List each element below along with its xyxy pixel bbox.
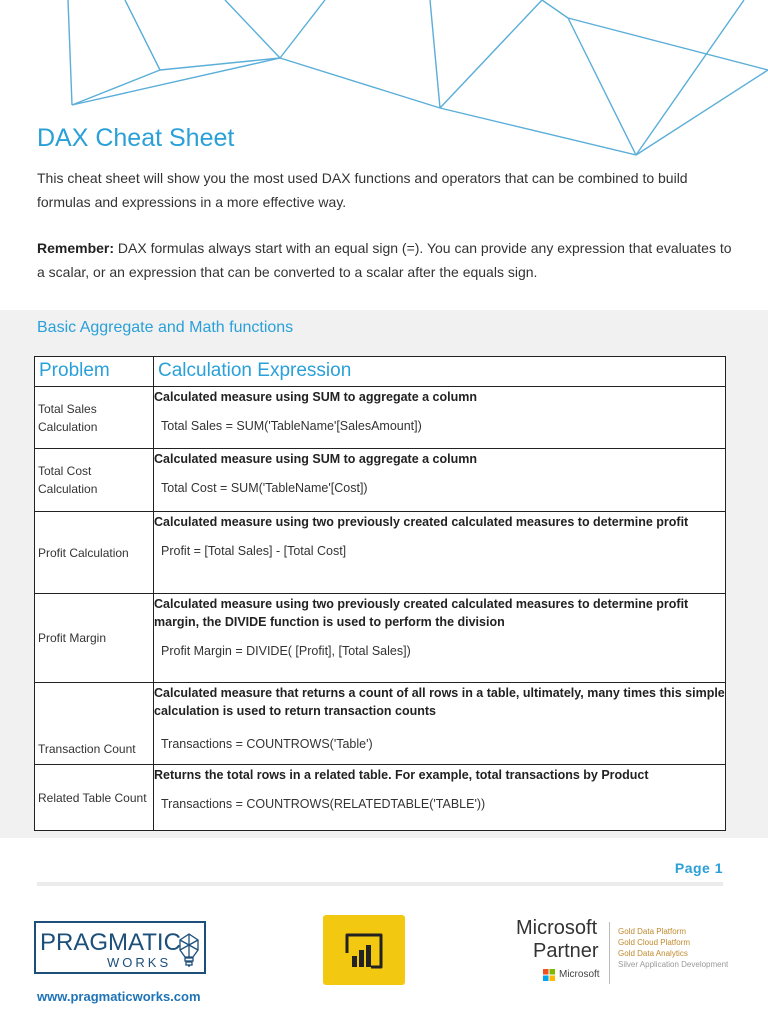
problem-cell: Total Cost Calculation	[35, 449, 154, 512]
remember-text: DAX formulas always start with an equal sign (=). You can provide any expression that evaluates to a scalar, or an expression that can be converted to a scalar after the equals sign.	[37, 240, 732, 280]
table-row	[35, 449, 726, 512]
competency-item: Gold Cloud Platform	[618, 938, 691, 947]
table-row	[35, 765, 726, 831]
page-number: Page 1	[674, 860, 723, 876]
calculation-cell	[154, 512, 726, 594]
problem-cell: Related Table Count	[35, 765, 154, 831]
description-text: Calculated measure using SUM to aggregate a column	[154, 390, 477, 404]
power-bi-icon	[343, 929, 385, 971]
power-bi-logo	[323, 915, 405, 985]
remember-label: Remember:	[37, 240, 115, 256]
calculation-cell	[154, 594, 726, 683]
partner-divider	[609, 922, 610, 984]
section-heading: Basic Aggregate and Math functions	[37, 319, 294, 336]
footer-divider	[37, 882, 723, 886]
ms-partner-line1: Microsoft	[516, 917, 598, 939]
expression-text: Profit = [Total Sales] - [Total Cost]	[161, 544, 347, 558]
microsoft-windows-icon	[543, 969, 555, 981]
competency-item: Gold Data Analytics	[618, 949, 688, 958]
expression-text: Profit Margin = DIVIDE( [Profit], [Total Sales])	[161, 644, 411, 658]
description-text: Calculated measure using two previously created calculated measures to determine profit margin, the DIVIDE function is used to perform the division	[154, 597, 689, 629]
description-text: Calculated measure that returns a count of all rows in a table, ultimately, many times this simple calculation is used to return transaction counts	[154, 686, 725, 718]
table-row	[35, 594, 726, 683]
expression-text: Total Sales = SUM('TableName'[SalesAmount])	[161, 419, 422, 433]
competency-list	[618, 926, 728, 970]
calculation-cell	[154, 765, 726, 831]
calculation-cell	[154, 387, 726, 449]
logo-brand-name: PRAGMATIC	[40, 929, 181, 956]
problem-cell: Profit Calculation	[35, 512, 154, 594]
expression-text: Transactions = COUNTROWS(RELATEDTABLE('TABLE'))	[161, 797, 486, 811]
functions-table	[34, 356, 726, 831]
ms-small-wordmark: Microsoft	[559, 969, 600, 980]
table-row	[35, 512, 726, 594]
calculation-cell	[154, 449, 726, 512]
problem-cell: Transaction Count	[35, 683, 154, 765]
competency-item: Silver Application Development	[618, 960, 729, 969]
ms-partner-line2: Partner	[533, 940, 599, 962]
header-problem: Problem	[35, 357, 154, 387]
table-row	[35, 683, 726, 765]
description-text: Returns the total rows in a related table. For example, total transactions by Product	[154, 768, 649, 782]
header-calculation-expression: Calculation Expression	[154, 357, 726, 387]
description-text: Calculated measure using SUM to aggregate a column	[154, 452, 477, 466]
pragmatic-works-logo	[34, 921, 206, 974]
lightbulb-icon	[178, 933, 200, 969]
calculation-cell	[154, 683, 726, 765]
intro-paragraph: This cheat sheet will show you the most used DAX functions and operators that can be combined to build formulas and expressions in a more effective way.	[37, 170, 688, 210]
table-row	[35, 387, 726, 449]
description-text: Calculated measure using two previously created calculated measures to determine profit	[154, 515, 689, 529]
website-link[interactable]: www.pragmaticworks.com	[37, 989, 201, 1004]
logo-brand-works: WORKS	[107, 955, 172, 970]
table-header-row	[35, 357, 726, 387]
remember-paragraph	[37, 236, 737, 284]
expression-text: Transactions = COUNTROWS('Table')	[161, 737, 373, 751]
problem-cell: Total Sales Calculation	[35, 387, 154, 449]
problem-cell: Profit Margin	[35, 594, 154, 683]
competency-item: Gold Data Platform	[618, 927, 687, 936]
page-title: DAX Cheat Sheet	[37, 124, 235, 152]
expression-text: Total Cost = SUM('TableName'[Cost])	[161, 481, 368, 495]
